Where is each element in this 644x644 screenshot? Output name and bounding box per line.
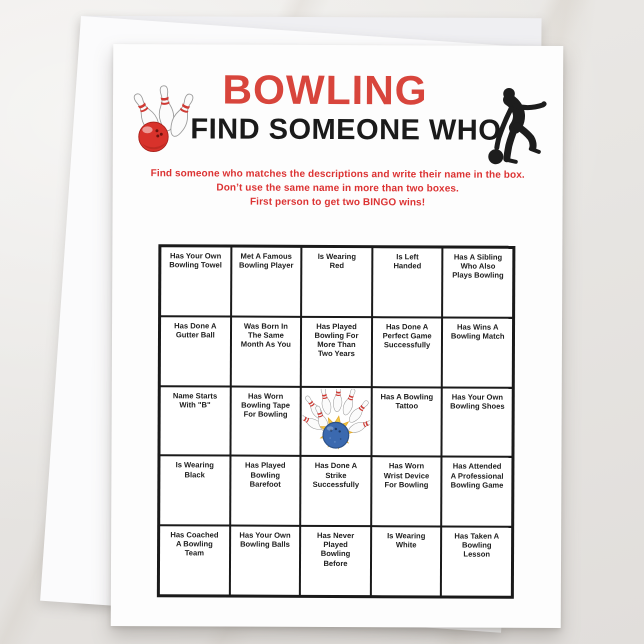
bingo-cell: Has Never Played Bowling Before — [301, 527, 370, 595]
bingo-cell-strike-image — [302, 387, 371, 455]
red-bowling-ball — [139, 122, 169, 152]
bowling-pins-and-red-ball-icon — [125, 80, 203, 162]
bowler-silhouette-icon — [477, 86, 551, 166]
bingo-card — [111, 44, 564, 628]
bingo-cell: Has Played Bowling For More Than Two Years — [302, 318, 371, 386]
bingo-cell: Met A Famous Bowling Player — [232, 248, 301, 316]
bingo-cell: Has Coached A Bowling Team — [160, 526, 229, 594]
bingo-cell: Has Your Own Bowling Towel — [161, 247, 230, 315]
bingo-cell: Is Wearing Black — [160, 457, 229, 525]
bingo-cell: Has Done A Gutter Ball — [161, 317, 230, 385]
bingo-cell: Has Wins A Bowling Match — [443, 318, 512, 386]
bingo-cell: Name Starts With "B" — [160, 387, 229, 455]
instruction-line-2: Don’t use the same name in more than two boxes. — [216, 182, 459, 195]
bingo-cell: Has A Sibling Who Also Plays Bowling — [443, 248, 512, 316]
bingo-cell: Is Wearing Red — [302, 248, 371, 316]
bingo-cell: Has Taken A Bowling Lesson — [442, 528, 511, 596]
bingo-cell: Is Wearing White — [372, 527, 441, 595]
bingo-cell: Was Born In The Same Month As You — [231, 317, 300, 385]
bingo-cell: Has Worn Bowling Tape For Bowling — [231, 387, 300, 455]
instructions-text — [113, 167, 563, 211]
card-title-bowling: BOWLING — [222, 66, 428, 114]
pins-strike-with-blue-ball-icon — [303, 388, 370, 454]
instruction-line-1: Find someone who matches the descriptions and write their name in the box. — [150, 168, 525, 181]
card-title-find-someone-who: FIND SOMEONE WHO — [190, 113, 502, 147]
bingo-cell: Is Left Handed — [373, 248, 442, 316]
bingo-cell: Has Your Own Bowling Balls — [230, 527, 299, 595]
bingo-cell: Has Worn Wrist Device For Bowling — [372, 458, 441, 526]
bingo-cell: Has Done A Perfect Game Successfully — [373, 318, 442, 386]
bingo-cell: Has A Bowling Tattoo — [372, 388, 441, 456]
blue-bowling-ball — [323, 422, 349, 448]
bingo-cell: Has Attended A Professional Bowling Game — [443, 458, 512, 526]
bingo-cell: Has Done A Strike Successfully — [301, 457, 370, 525]
bingo-cell: Has Your Own Bowling Shoes — [443, 388, 512, 456]
instruction-line-3: First person to get two BINGO wins! — [249, 196, 426, 209]
bingo-cell: Has Played Bowling Barefoot — [231, 457, 300, 525]
bingo-grid — [157, 244, 516, 599]
